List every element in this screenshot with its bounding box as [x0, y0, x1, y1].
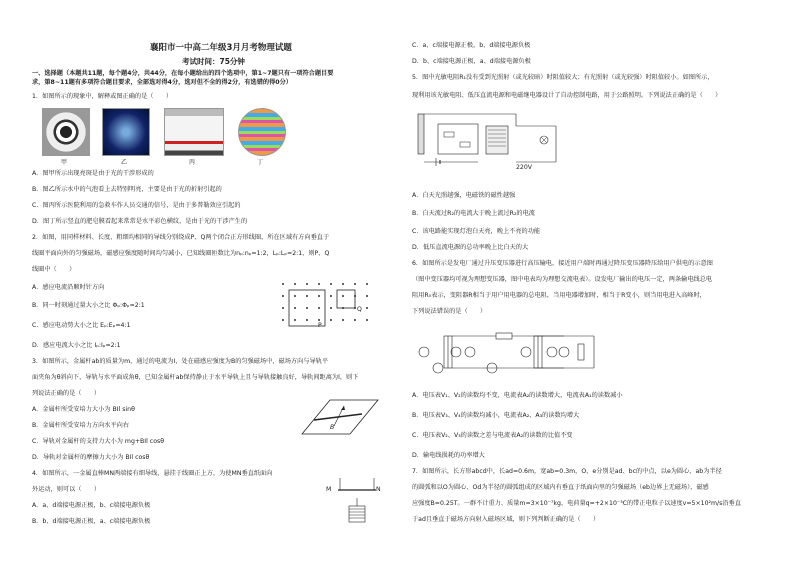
q6-stem-2: （图中变压器均可视为理想变压器，图中电表均为理想交流电表）。设发电厂输出的电压一定，两条输电线总电 — [412, 276, 713, 283]
q7-stem-1: 7．如图所示，长方形abcd中，长ad=0.6m，宽ab=0.3m，O、e分别是ad、bc的中点，以e为圆心、ab为半径 — [412, 468, 722, 475]
photo-jia — [42, 108, 90, 156]
label-q: Q — [357, 306, 362, 313]
q5-option-b: B．白天流过R₂的电流大于晚上流过R₂的电流 — [412, 210, 535, 217]
label-n: N — [376, 486, 381, 493]
q4-stem-2: 外运动，则可以（ ） — [32, 486, 101, 493]
q6-stem-4: 下列说法错误的是（ ） — [412, 308, 487, 315]
q7-stem-4: 于ad且垂直于磁场方向射入磁场区域，则下列判断正确的是（ ） — [412, 516, 600, 523]
q5-stem-2: 现利用该光敏电阻、低压直流电源和电磁继电器设计了自动控制电路，用于公路照明。下列说法正确的是（ ） — [412, 92, 722, 99]
q4-option-d: D．b、c端接电源正极，a、d端接电源负极 — [412, 58, 531, 65]
q7-stem-2: 的圆弧和以O为圆心、Od为半径的圆弧组成的区域内有垂直于纸面向里的匀强磁场（eb边界上无磁场），磁感 — [412, 484, 709, 491]
q4-option-c: C．a、c端接电源正极，b、d端接电源负极 — [412, 42, 531, 49]
photo-yi — [102, 108, 150, 156]
section-header-cont: 求，第8~11题有多项符合题目要求，全部选对得4分，选对但不全的得2分，有选错的得0分） — [32, 79, 292, 86]
q6-option-d: D．输电线损耗的功率增大 — [412, 452, 485, 459]
q2-stem-2: 线圈平面向外的匀强磁场，磁感应强度随时间均匀减小，已知线圈匝数比为nₚ:nₚ=1:2，Lₚ:Lₚ=2:1，则P、Q — [32, 250, 330, 257]
q3-stem-3: 列说法正确的是（ ） — [32, 390, 101, 397]
exam-time: 考试时间：75分钟 — [182, 57, 245, 66]
photo-ding — [238, 108, 286, 156]
caption-bing: 丙 — [189, 159, 196, 166]
caption-ding: 丁 — [257, 159, 264, 166]
q6-option-b: B．电压表V₃、V₄的读数均减小，电流表A₂、A₃的读数均增大 — [412, 412, 580, 419]
label-220v: 220V — [516, 164, 533, 171]
q2-stem-1: 2．如图，用同样材料、长度、粗细均相同的导线分别绕成P、Q两个闭合正方形线圈，所在区域有方向垂直于 — [32, 234, 330, 241]
q2-option-a: A．感应电流沿顺时针方向 — [32, 284, 105, 291]
q5-stem-1: 5．图中光敏电阻R₁没有受到光照射（或光较暗）时阻值较大；有光照射（或光较强）时阻值较小。如图所示， — [412, 74, 714, 81]
section-header: 一、选择题（本题共11题，每个题4分，共44分，在每小题给出的四个选项中，第1~7题只有一项符合题目要 — [32, 70, 334, 77]
q2-option-b: B．同一时刻通过量大小之比 Φₚ:Φₚ=2:1 — [32, 302, 145, 309]
q3-stem-2: 面夹角为θ斜向下，导轨与水平面成角θ，已知金属杆ab保持静止于水平导轨上且与导轨接触良好，导轨间距离为l，则下 — [32, 374, 359, 381]
q1-stem: 1．如图所示的现象中，解释或图正确的是（ ） — [32, 93, 173, 100]
coil-figure — [334, 476, 380, 526]
label-m: M — [326, 486, 332, 493]
q3-option-a: A．金属杆所受安培力大小为 BIl sinθ — [32, 406, 135, 413]
q3-option-c: C．导轨对金属杆的支持力大小为 mg+BIl cosθ — [32, 438, 165, 445]
q6-stem-1: 6．如图所示是发电厂通过升压变压器进行高压输电，接近用户端时再通过降压变压器降压给用户供电的示意图 — [412, 260, 713, 267]
label-b: B — [330, 424, 335, 431]
transmission-circuit-figure — [414, 324, 614, 380]
q6-stem-3: 阻用R₀表示，变阻器R相当于用户用电器的总电阻，当用电器增加时，相当于R变小，则当用电进入高峰时， — [412, 292, 706, 299]
q3-stem-1: 3．如图所示，金属杆ab的质量为m，通过的电流为I，处在磁感应强度为B的匀强磁场中，磁场方向与导轨平 — [32, 358, 329, 365]
q4-stem-1: 4．如图所示，一金属直棒MN两端接有细导线，悬挂于线圈正上方，为使MN垂直纸面向 — [32, 470, 273, 477]
paper-title: 襄阳市一中高二年级3月月考物理试题 — [150, 43, 292, 53]
q5-option-c: C．该电路能实现灯泡白天亮，晚上不亮的功能 — [412, 228, 541, 235]
q4-option-b: B．b、d端接电源正极，a、c端接电源负极 — [32, 518, 151, 525]
incline-rail-figure — [300, 396, 380, 436]
relay-circuit-figure — [416, 106, 561, 178]
q1-option-d: D．图丁所示竖直的肥皂膜看起来常常是水平彩色横纹，是由于光的干涉产生的 — [32, 218, 248, 225]
q3-option-b: B．金属杆所受安培力方向水平向右 — [32, 422, 130, 429]
q2-option-c: C．感应电动势大小之比 Eₚ:Eₚ=4:1 — [32, 322, 131, 329]
caption-yi: 乙 — [121, 159, 128, 166]
q2-option-d: D．感应电流大小之比 Iₚ:Iₚ=2:1 — [32, 342, 121, 349]
label-p: P — [318, 322, 322, 329]
q1-option-c: C．图丙所示医院利用的急救车作人员交通的信号，是由于多普勒效应引起的 — [32, 202, 241, 209]
q6-option-a: A．电压表V₁、V₂的读数均不变，电流表A₂的读数增大，电流表A₁的读数减小 — [412, 392, 623, 399]
q2-stem-3: 线圈中（ ） — [32, 266, 76, 273]
q1-option-a: A．图甲所示出现亮斑是由于光的干涉形成的 — [32, 170, 154, 177]
photo-bing — [164, 108, 224, 156]
magnetic-field-figure — [277, 278, 377, 324]
q4-option-a: A．a、d端接电源正极，b、c端接电源负极 — [32, 502, 151, 509]
q5-option-d: D．低压直流电源的总功率晚上比白天的大 — [412, 244, 529, 251]
q7-stem-3: 应强度B=0.25T。一群不计重力、质量m=3×10⁻⁷kg、电荷量q=+2×10⁻³C的带正电粒子以速度v=5×10²m/s沿垂直 — [412, 500, 741, 507]
q6-option-c: C．电压表V₂、V₃的读数之差与电流表A₂的读数的比值不变 — [412, 432, 573, 439]
q5-option-a: A．白天光照越强，电磁铁的磁性越强 — [412, 192, 516, 199]
caption-jia: 甲 — [61, 159, 68, 166]
q3-option-d: D．导轨对金属杆的摩擦力大小为 BIl cosθ — [32, 454, 150, 461]
q1-option-b: B．图乙所示水中的气泡看上去特别明亮，主要是由于光的折射引起的 — [32, 186, 222, 193]
